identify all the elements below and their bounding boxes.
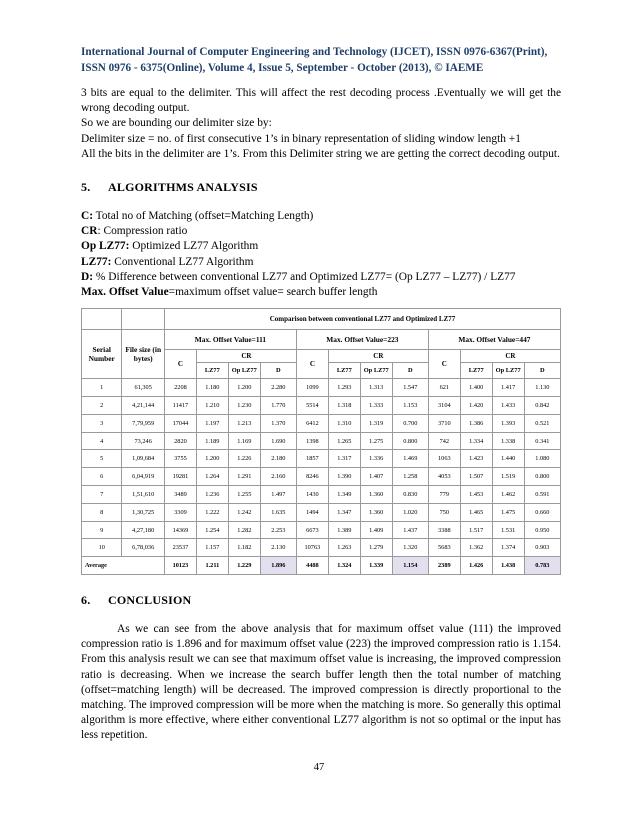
table-cell: 742 xyxy=(428,432,460,450)
table-cell: 1.320 xyxy=(392,539,428,557)
definition-item xyxy=(81,285,561,300)
intro-paragraph-4: All the bits in the delimiter are 1’s. From this Delimiter string we are getting the correct decoding output. xyxy=(81,147,560,160)
table-cell: 1.263 xyxy=(328,539,360,557)
header-lz77: LZ77 xyxy=(328,363,360,379)
table-row xyxy=(82,539,561,557)
average-cell: 1.426 xyxy=(460,557,492,575)
table-cell: 1.440 xyxy=(492,450,524,468)
table-cell: 1.497 xyxy=(260,486,296,504)
table-cell: 0.903 xyxy=(524,539,560,557)
table-row-average xyxy=(82,557,561,575)
definition-item xyxy=(81,255,561,270)
table-cell: 1.210 xyxy=(196,397,228,415)
table-cell: 1.189 xyxy=(196,432,228,450)
table-cell: 2 xyxy=(82,397,122,415)
table-cell: 1.407 xyxy=(360,468,392,486)
table-cell: 10 xyxy=(82,539,122,557)
table-cell: 1.265 xyxy=(328,432,360,450)
journal-header-line-2: ISSN 0976 - 6375(Online), Volume 4, Issue 5, September - October (2013), © IAEME xyxy=(81,62,484,74)
page-number: 47 xyxy=(313,762,325,773)
table-cell: 11417 xyxy=(164,397,196,415)
conclusion-paragraph: As we can see from the above analysis that for maximum offset value (111) the improved compression ratio is 1.896 and for maximum offset value (223) the improved compression ratio is 1.154. From this analysis result we can see that maximum offset value is increasing, the improved compression ratio is decreasing. When we increase the search buffer length then the total number of matching (offset=matching length) will be decreased. The improved compression is directly proportional to the matching. The improved compression will be more when the matching is more. So generally this optimal algorithm is more effective, where either conventional LZ77 algorithm is not so optimal or the input has less repetition. xyxy=(81,623,561,742)
table-row xyxy=(82,486,561,504)
table-cell: 1.336 xyxy=(360,450,392,468)
table-cell: 1.370 xyxy=(260,414,296,432)
definition-term: Max. Offset Value xyxy=(81,286,169,299)
intro-paragraph-1: 3 bits are equal to the delimiter. This will affect the rest decoding process .Eventually we will get the wrong decoding output. xyxy=(81,87,561,115)
table-cell: 1.393 xyxy=(492,414,524,432)
table-row xyxy=(82,521,561,539)
table-cell: 0.521 xyxy=(524,414,560,432)
table-cell: 5514 xyxy=(296,397,328,415)
table-cell: 1.390 xyxy=(328,468,360,486)
table-cell: 23537 xyxy=(164,539,196,557)
table-row xyxy=(82,379,561,397)
intro-paragraph-3: Delimiter size = no. of first consecutive 1’s in binary representation of sliding window length +1 xyxy=(81,132,521,145)
header-c: C xyxy=(296,350,328,379)
header-cr: CR xyxy=(460,350,560,363)
journal-header xyxy=(81,44,561,76)
table-cell: 4053 xyxy=(428,468,460,486)
table-cell: 73,246 xyxy=(122,432,165,450)
table-cell: 1.264 xyxy=(196,468,228,486)
table-cell: 1.333 xyxy=(360,397,392,415)
table-cell: 1.255 xyxy=(228,486,260,504)
table-cell: 2820 xyxy=(164,432,196,450)
table-cell: 1.293 xyxy=(328,379,360,397)
table-cell: 6673 xyxy=(296,521,328,539)
table-cell: 779 xyxy=(428,486,460,504)
table-row xyxy=(82,503,561,521)
table-cell: 6,04,919 xyxy=(122,468,165,486)
comparison-table xyxy=(81,308,561,575)
average-cell: 1.339 xyxy=(360,557,392,575)
table-cell: 1.417 xyxy=(492,379,524,397)
table-cell: 1 xyxy=(82,379,122,397)
table-row xyxy=(82,397,561,415)
table-cell: 1.279 xyxy=(360,539,392,557)
table-cell: 4 xyxy=(82,432,122,450)
section-6-number: 6. xyxy=(81,593,91,607)
table-cell: 8 xyxy=(82,503,122,521)
table-cell: 621 xyxy=(428,379,460,397)
table-cell: 19281 xyxy=(164,468,196,486)
table-cell: 1.182 xyxy=(228,539,260,557)
average-cell: 2389 xyxy=(428,557,460,575)
table-cell: 1.475 xyxy=(492,503,524,521)
table-cell: 1.313 xyxy=(360,379,392,397)
table-cell: 1.213 xyxy=(228,414,260,432)
journal-header-line-1: International Journal of Computer Engineering and Technology (IJCET), ISSN 0976-6367(Print), xyxy=(81,46,548,58)
table-row xyxy=(82,468,561,486)
table-cell: 1.349 xyxy=(328,486,360,504)
table-cell: 1.465 xyxy=(460,503,492,521)
table-cell: 1.080 xyxy=(524,450,560,468)
table-cell: 1.317 xyxy=(328,450,360,468)
average-cell: 10123 xyxy=(164,557,196,575)
table-cell: 1.310 xyxy=(328,414,360,432)
definition-item xyxy=(81,224,561,239)
table-cell: 1.319 xyxy=(360,414,392,432)
table-cell: 17044 xyxy=(164,414,196,432)
header-file-size: File size (in bytes) xyxy=(122,330,165,379)
table-cell: 750 xyxy=(428,503,460,521)
table-cell: 2.253 xyxy=(260,521,296,539)
header-c: C xyxy=(164,350,196,379)
table-cell: 1.547 xyxy=(392,379,428,397)
header-op-lz77: Op LZ77 xyxy=(360,363,392,379)
table-row xyxy=(82,414,561,432)
definition-text: : Compression ratio xyxy=(97,225,188,238)
table-cell: 3755 xyxy=(164,450,196,468)
header-cr: CR xyxy=(328,350,428,363)
average-cell: 1.229 xyxy=(228,557,260,575)
table-cell: 1.420 xyxy=(460,397,492,415)
table-cell: 1.507 xyxy=(460,468,492,486)
table-cell: 2.130 xyxy=(260,539,296,557)
average-cell: 1.896 xyxy=(260,557,296,575)
table-cell: 1857 xyxy=(296,450,328,468)
table-cell: 1099 xyxy=(296,379,328,397)
header-group-447: Max. Offset Value=447 xyxy=(428,330,560,350)
table-cell: 0.950 xyxy=(524,521,560,539)
table-cell: 1.230 xyxy=(228,397,260,415)
intro-paragraph-2: So we are bounding our delimiter size by: xyxy=(81,117,272,130)
table-cell: 1.469 xyxy=(392,450,428,468)
header-lz77: LZ77 xyxy=(196,363,228,379)
table-cell: 1.020 xyxy=(392,503,428,521)
table-cell: 1,30,725 xyxy=(122,503,165,521)
average-cell: 1.211 xyxy=(196,557,228,575)
table-cell: 7 xyxy=(82,486,122,504)
definition-term: D: xyxy=(81,270,94,283)
table-cell: 1.635 xyxy=(260,503,296,521)
table-cell: 1.409 xyxy=(360,521,392,539)
table-cell: 1.462 xyxy=(492,486,524,504)
table-cell: 61,305 xyxy=(122,379,165,397)
table-cell: 1.362 xyxy=(460,539,492,557)
table-cell: 1.254 xyxy=(196,521,228,539)
table-cell: 1.275 xyxy=(360,432,392,450)
table-cell: 1.360 xyxy=(360,486,392,504)
table-cell: 4,21,144 xyxy=(122,397,165,415)
definition-term: CR xyxy=(81,225,98,238)
table-cell: 1.153 xyxy=(392,397,428,415)
table-cell: 2208 xyxy=(164,379,196,397)
table-cell: 0.700 xyxy=(392,414,428,432)
table-cell: 1.200 xyxy=(228,379,260,397)
header-d: D xyxy=(524,363,560,379)
average-cell: 1.324 xyxy=(328,557,360,575)
table-cell: 3309 xyxy=(164,503,196,521)
header-d: D xyxy=(392,363,428,379)
table-cell: 5683 xyxy=(428,539,460,557)
header-d: D xyxy=(260,363,296,379)
definition-term: C: xyxy=(81,210,94,223)
average-cell: 1.438 xyxy=(492,557,524,575)
header-op-lz77: Op LZ77 xyxy=(228,363,260,379)
table-cell: 1.180 xyxy=(196,379,228,397)
average-label: Average xyxy=(82,557,165,575)
table-cell: 1494 xyxy=(296,503,328,521)
table-cell: 6,78,036 xyxy=(122,539,165,557)
table-cell: 8246 xyxy=(296,468,328,486)
average-cell: 4488 xyxy=(296,557,328,575)
table-cell: 7,79,959 xyxy=(122,414,165,432)
table-cell: 1.386 xyxy=(460,414,492,432)
definition-term: LZ77: xyxy=(81,255,112,268)
definition-item xyxy=(81,239,561,254)
table-cell: 14369 xyxy=(164,521,196,539)
table-cell: 4,27,180 xyxy=(122,521,165,539)
table-cell: 1.197 xyxy=(196,414,228,432)
table-cell: 0.660 xyxy=(524,503,560,521)
table-cell: 0.341 xyxy=(524,432,560,450)
definition-text: % Difference between conventional LZ77 and Optimized LZ77= (Op LZ77 – LZ77) / LZ77 xyxy=(93,270,516,283)
header-cr: CR xyxy=(196,350,296,363)
table-cell: 1.400 xyxy=(460,379,492,397)
section-6-heading xyxy=(81,593,561,608)
table-cell: 0.800 xyxy=(392,432,428,450)
table-cell: 3104 xyxy=(428,397,460,415)
table-cell: 1.222 xyxy=(196,503,228,521)
table-cell: 2.160 xyxy=(260,468,296,486)
table-caption: Comparison between conventional LZ77 and Optimized LZ77 xyxy=(164,309,560,330)
table-cell: 1.226 xyxy=(228,450,260,468)
header-c: C xyxy=(428,350,460,379)
section-5-title: ALGORITHMS ANALYSIS xyxy=(108,180,258,195)
definition-item xyxy=(81,270,561,285)
header-serial-number: Serial Number xyxy=(82,330,122,379)
table-cell: 1.423 xyxy=(460,450,492,468)
table-cell: 1.291 xyxy=(228,468,260,486)
table-cell: 1.242 xyxy=(228,503,260,521)
table-cell: 1.130 xyxy=(524,379,560,397)
table-cell: 3710 xyxy=(428,414,460,432)
section-5-number: 5. xyxy=(81,180,91,195)
table-cell: 3 xyxy=(82,414,122,432)
definition-text: =maximum offset value= search buffer length xyxy=(168,286,378,299)
table-row xyxy=(82,432,561,450)
header-group-111: Max. Offset Value=111 xyxy=(164,330,296,350)
table-row xyxy=(82,450,561,468)
table-cell: 1.437 xyxy=(392,521,428,539)
average-cell: 0.783 xyxy=(524,557,560,575)
header-lz77: LZ77 xyxy=(460,363,492,379)
table-cell: 1430 xyxy=(296,486,328,504)
table-corner-cell xyxy=(82,309,122,330)
table-cell: 1.157 xyxy=(196,539,228,557)
table-cell: 0.842 xyxy=(524,397,560,415)
table-cell: 2.180 xyxy=(260,450,296,468)
table-cell: 1.531 xyxy=(492,521,524,539)
table-cell: 1.318 xyxy=(328,397,360,415)
average-cell: 1.154 xyxy=(392,557,428,575)
table-cell: 1.200 xyxy=(196,450,228,468)
table-cell: 0.800 xyxy=(524,468,560,486)
table-cell: 5 xyxy=(82,450,122,468)
table-cell: 1.338 xyxy=(492,432,524,450)
table-cell: 0.830 xyxy=(392,486,428,504)
table-cell: 1.433 xyxy=(492,397,524,415)
table-cell: 10763 xyxy=(296,539,328,557)
table-cell: 1.347 xyxy=(328,503,360,521)
page-body xyxy=(81,44,561,744)
table-cell: 1.236 xyxy=(196,486,228,504)
table-cell: 1.517 xyxy=(460,521,492,539)
table-cell: 1.519 xyxy=(492,468,524,486)
definitions-list xyxy=(81,209,561,300)
table-cell: 1.374 xyxy=(492,539,524,557)
table-cell: 1.169 xyxy=(228,432,260,450)
table-cell: 1,51,610 xyxy=(122,486,165,504)
table-cell: 6 xyxy=(82,468,122,486)
table-cell: 1398 xyxy=(296,432,328,450)
section-5-heading xyxy=(81,180,561,195)
table-cell: 1.282 xyxy=(228,521,260,539)
definition-term: Op LZ77: xyxy=(81,240,130,253)
definition-text: Conventional LZ77 Algorithm xyxy=(111,255,254,268)
table-cell: 6412 xyxy=(296,414,328,432)
header-group-223: Max. Offset Value=223 xyxy=(296,330,428,350)
table-body xyxy=(82,379,561,575)
table-cell: 1.690 xyxy=(260,432,296,450)
table-cell: 3388 xyxy=(428,521,460,539)
header-op-lz77: Op LZ77 xyxy=(492,363,524,379)
table-cell: 1.389 xyxy=(328,521,360,539)
table-cell: 1063 xyxy=(428,450,460,468)
table-cell: 1.360 xyxy=(360,503,392,521)
table-cell: 1,09,684 xyxy=(122,450,165,468)
definition-text: Total no of Matching (offset=Matching Length) xyxy=(93,210,314,223)
section-6-title: CONCLUSION xyxy=(108,593,192,607)
table-cell: 1.334 xyxy=(460,432,492,450)
table-cell: 3489 xyxy=(164,486,196,504)
table-cell: 1.770 xyxy=(260,397,296,415)
table-cell: 1.258 xyxy=(392,468,428,486)
table-cell: 1.453 xyxy=(460,486,492,504)
table-corner-cell xyxy=(122,309,165,330)
table-cell: 9 xyxy=(82,521,122,539)
table-cell: 2.280 xyxy=(260,379,296,397)
table-cell: 0.591 xyxy=(524,486,560,504)
definition-text: Optimized LZ77 Algorithm xyxy=(129,240,259,253)
definition-item xyxy=(81,209,561,224)
